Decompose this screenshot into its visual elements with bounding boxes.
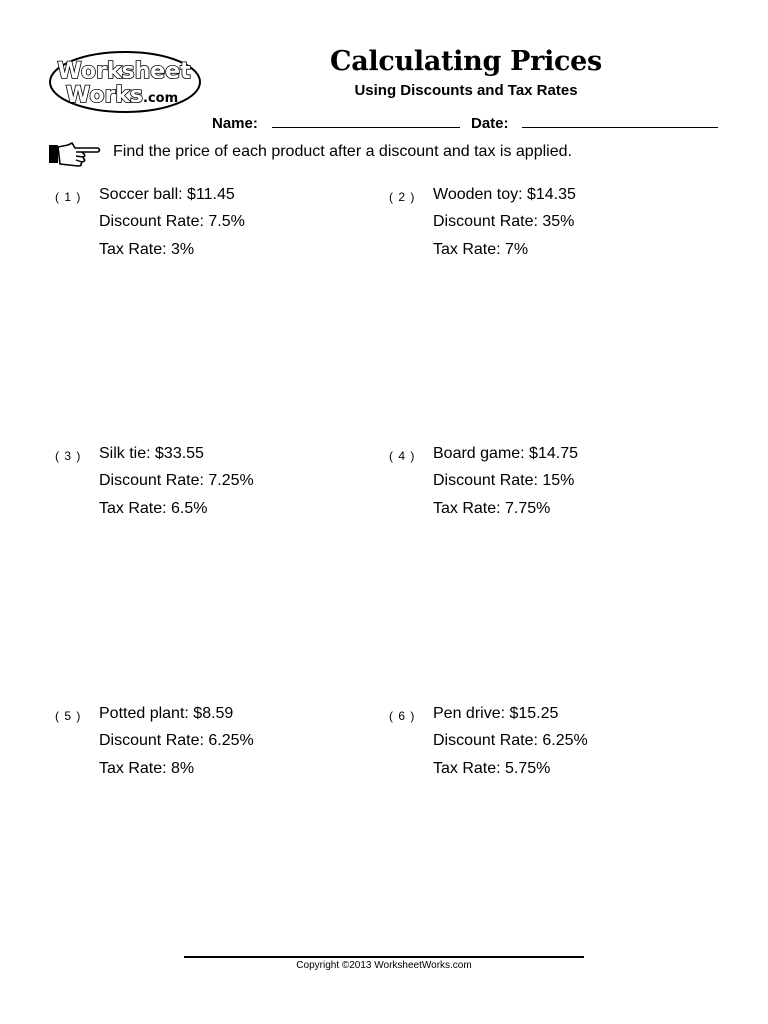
problem-number: ( 5 )	[55, 709, 82, 723]
tax-rate: Tax Rate: 6.5%	[99, 500, 208, 517]
discount-rate: Discount Rate: 6.25%	[433, 732, 588, 749]
copyright-text: Copyright ©2013 WorksheetWorks.com	[296, 960, 472, 971]
instruction-text: Find the price of each product after a discount and tax is applied.	[113, 143, 572, 160]
page-subtitle: Using Discounts and Tax Rates	[354, 82, 578, 99]
product-price: Pen drive: $15.25	[433, 705, 559, 722]
problem-number: ( 6 )	[389, 709, 416, 723]
problem-2	[389, 186, 719, 276]
name-label: Name:	[212, 115, 258, 132]
name-field-line[interactable]	[272, 127, 460, 128]
discount-rate: Discount Rate: 35%	[433, 213, 575, 230]
svg-text:Worksheet: Worksheet	[57, 59, 191, 84]
page-title: Calculating Prices	[330, 46, 602, 77]
problem-number: ( 3 )	[55, 449, 82, 463]
discount-rate: Discount Rate: 15%	[433, 472, 575, 489]
svg-text:Works.com: Works.com	[65, 83, 179, 108]
worksheetworks-logo	[48, 50, 202, 114]
tax-rate: Tax Rate: 5.75%	[433, 760, 551, 777]
problem-5	[55, 705, 385, 795]
product-price: Wooden toy: $14.35	[433, 186, 576, 203]
product-price: Potted plant: $8.59	[99, 705, 234, 722]
problem-number: ( 1 )	[55, 190, 82, 204]
problem-4	[389, 445, 719, 535]
tax-rate: Tax Rate: 8%	[99, 760, 195, 777]
problem-number: ( 2 )	[389, 190, 416, 204]
tax-rate: Tax Rate: 7%	[433, 241, 529, 258]
product-price: Silk tie: $33.55	[99, 445, 204, 462]
footer-divider	[184, 956, 584, 958]
problem-6	[389, 705, 719, 795]
date-field-line[interactable]	[522, 127, 718, 128]
discount-rate: Discount Rate: 7.25%	[99, 472, 254, 489]
product-price: Soccer ball: $11.45	[99, 186, 235, 203]
problem-1	[55, 186, 385, 276]
pointing-hand-icon	[48, 140, 102, 168]
problem-3	[55, 445, 385, 535]
date-label: Date:	[471, 115, 509, 132]
discount-rate: Discount Rate: 7.5%	[99, 213, 245, 230]
tax-rate: Tax Rate: 3%	[99, 241, 195, 258]
discount-rate: Discount Rate: 6.25%	[99, 732, 254, 749]
tax-rate: Tax Rate: 7.75%	[433, 500, 551, 517]
problem-number: ( 4 )	[389, 449, 416, 463]
product-price: Board game: $14.75	[433, 445, 578, 462]
